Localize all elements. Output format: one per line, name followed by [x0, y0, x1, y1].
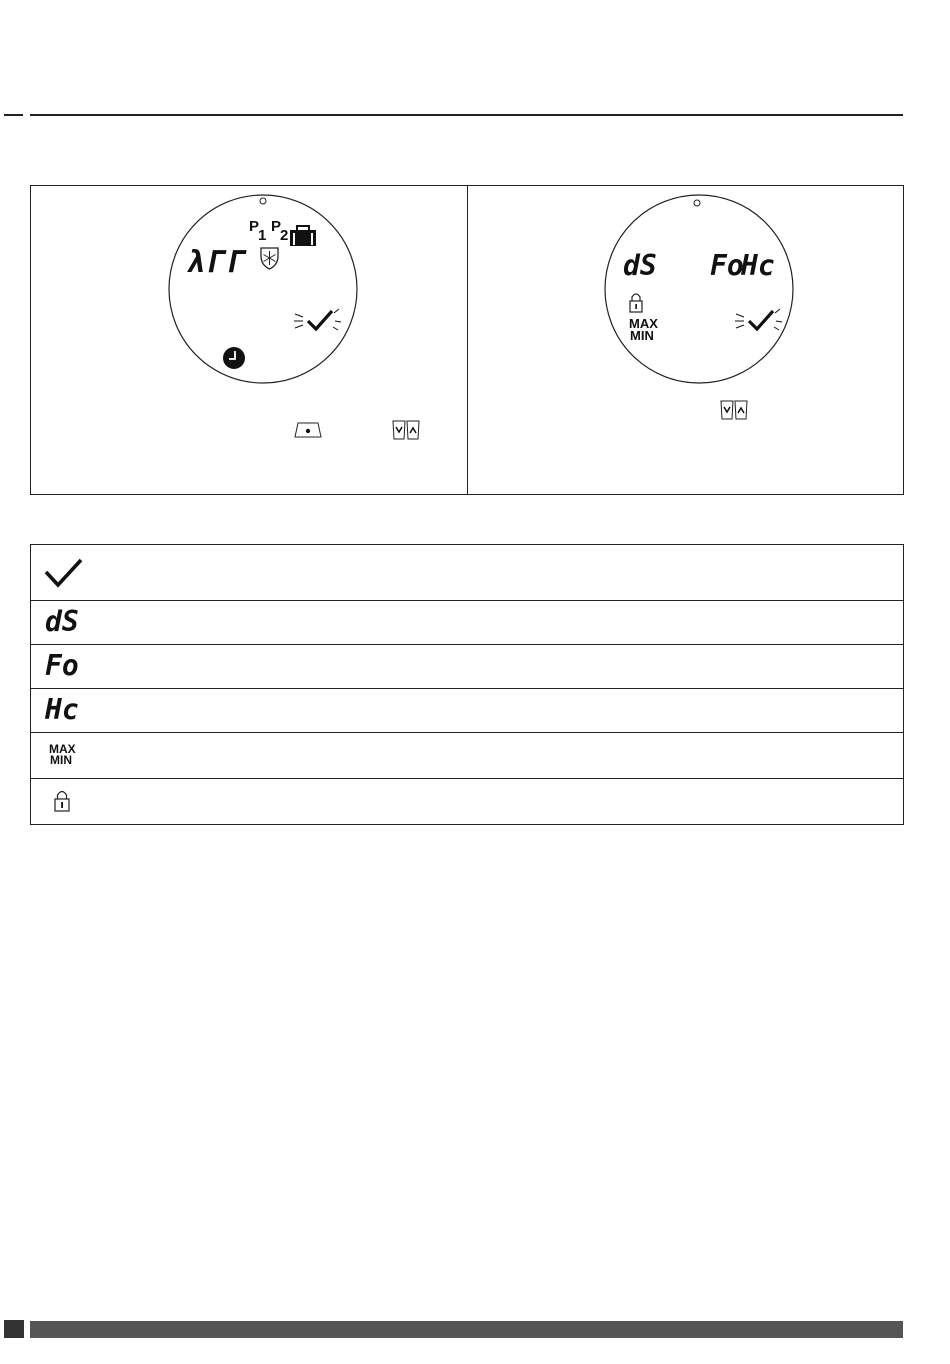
clock-icon — [223, 347, 245, 369]
sensor-dot — [694, 200, 700, 206]
footer-page-block — [4, 1320, 24, 1338]
legend-row-ds — [31, 601, 903, 645]
right-code-fo: Fo — [710, 249, 744, 282]
sensor-dot — [260, 198, 266, 204]
program-p2-letter: P — [271, 218, 282, 235]
legend-code-hc: Hc — [45, 693, 79, 726]
legend-table — [30, 544, 904, 825]
down-up-buttons-icon[interactable] — [719, 399, 749, 421]
legend-code-fo: Fo — [45, 649, 79, 682]
legend-code-ds: dS — [45, 605, 79, 638]
legend-row-check — [31, 545, 903, 601]
legend-max-label: MAX — [49, 742, 76, 756]
legend-row-fo — [31, 645, 903, 689]
right-min-label: MIN — [630, 328, 654, 343]
panel-divider — [467, 186, 468, 494]
program-p2-sub: 2 — [280, 227, 289, 244]
legend-row-maxmin — [31, 733, 903, 779]
ok-button-icon[interactable] — [293, 420, 323, 440]
program-p1 — [249, 218, 267, 244]
left-display-digits: λΓΓ — [186, 245, 247, 280]
suitcase-icon — [290, 226, 316, 246]
right-code-ds: dS — [623, 249, 657, 282]
dial-outline — [605, 195, 793, 383]
footer-bar — [30, 1321, 903, 1338]
right-display-dial — [597, 193, 807, 393]
header-rule-short — [4, 114, 23, 116]
legend-min-label: MIN — [50, 753, 72, 767]
down-up-buttons-icon[interactable] — [391, 419, 421, 441]
program-p2 — [271, 218, 289, 244]
right-code-hc: Hc — [741, 249, 775, 282]
program-p1-letter: P — [249, 218, 260, 235]
program-p1-sub: 1 — [258, 227, 267, 244]
legend-row-lock — [31, 779, 903, 824]
check-icon-flashing — [294, 309, 341, 330]
header-rule — [30, 114, 903, 116]
legend-row-hc — [31, 689, 903, 733]
frost-shield-icon — [261, 248, 278, 269]
lock-icon — [630, 294, 642, 312]
lock-icon — [53, 789, 73, 813]
check-icon-flashing — [735, 309, 782, 330]
check-icon — [43, 555, 85, 591]
right-max-label: MAX — [629, 316, 658, 331]
